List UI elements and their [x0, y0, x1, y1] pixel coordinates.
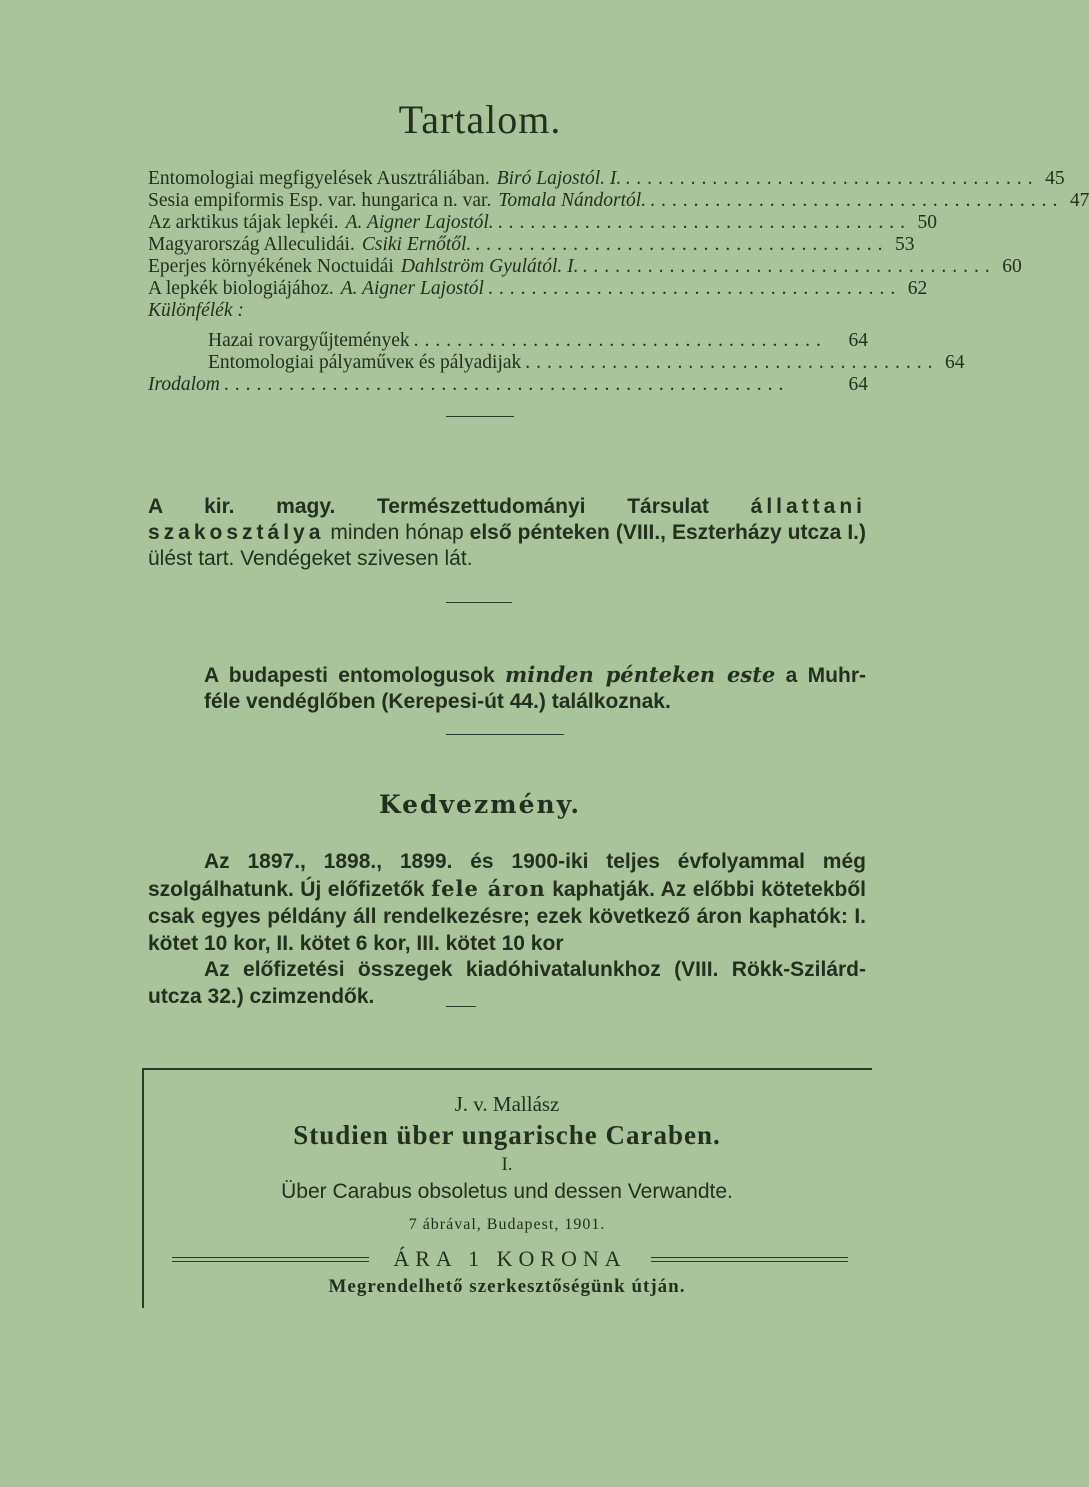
notice-section: állattani szakosztálya — [148, 495, 866, 544]
double-rule — [651, 1257, 848, 1262]
toc-entry-title: A lepkék biologiájához. — [148, 278, 334, 299]
meetup-place: a Muhr-féle vendéglőben (Kerepesi-út 44.) találkoznak. — [204, 664, 866, 713]
toc-entry-title: Entomologiai megfigyelések Ausztráliában. — [148, 168, 490, 189]
advert-subtitle: Über Carabus obsoletus und dessen Verwandte. — [281, 1180, 733, 1203]
toc-entry-title: Az arktikus tájak lepkéi. — [148, 212, 339, 233]
divider-rule — [446, 734, 564, 735]
toc-leader-dots: ...................................... — [650, 190, 1064, 211]
toc-entry-author: Csiki Ernőtől. — [361, 234, 472, 255]
toc-entry-page: 62 — [907, 278, 928, 299]
subscription-address: Az előfizetési összegek kiadóhivatalunkhoz (VIII. Rökk-Szilárd-utcza 32.) czimzendők. — [148, 958, 866, 1008]
notice-meeting-place: első pénteken (VIII., Eszterházy utcza I.) — [469, 521, 866, 544]
notice-society: A kir. magy. Természettudományi Társulat — [148, 495, 709, 518]
society-notice — [148, 494, 866, 572]
toc-leader-dots: ...................................... — [525, 352, 939, 373]
toc-entry — [148, 352, 965, 374]
toc-entry-title: Magyarország Alleculidái. — [148, 234, 355, 255]
meetup-when: minden pénteken este — [505, 662, 776, 687]
meetup-notice — [148, 662, 866, 715]
toc-entry-author: Dahlström Gyulától. I. — [400, 256, 579, 277]
toc-entry — [148, 256, 1022, 278]
toc-entry-title: Hazai rovargyűjtemények — [208, 330, 410, 351]
toc-section-title: Irodalom — [148, 374, 220, 395]
toc-leader-dots: ...................................... — [413, 330, 827, 351]
toc-section-title: Különfélék : — [148, 300, 244, 321]
toc-leader-dots: ...................................... — [625, 168, 1039, 189]
advert-info: 7 ábrával, Budapest, 1901. — [408, 1216, 606, 1233]
toc-leader-dots: ...................................... — [487, 278, 902, 299]
toc-entry — [148, 278, 928, 300]
toc-leader-dots: ...................................... — [582, 256, 996, 277]
toc-entry-title: Sesia empiformis Esp. var. hungarica n. var. — [148, 190, 492, 211]
discount-text — [148, 848, 866, 957]
toc-entry-author: A. Aigner Lajostól — [340, 278, 484, 299]
toc-entry-page: 60 — [1002, 256, 1022, 277]
advert-price-row — [172, 1246, 848, 1272]
toc-entry-page: 64 — [945, 352, 965, 373]
toc-entry-page: 47 — [1069, 190, 1089, 211]
subscription-text — [148, 956, 866, 1010]
toc-entry-author: Tomala Nándortól. — [498, 190, 647, 211]
advert-title: Studien über ungarische Caraben. — [293, 1120, 721, 1150]
table-of-contents — [148, 168, 1089, 396]
toc-entry — [148, 212, 937, 234]
toc-leader-dots: ...................................... — [497, 212, 911, 233]
toc-entry-title: Entomologiai pályaműveк és pályadijak — [208, 352, 522, 373]
toc-entry-author: A. Aigner Lajostól. — [345, 212, 494, 233]
toc-leader-dots: .................................................... — [223, 374, 790, 395]
toc-entry — [148, 374, 868, 396]
toc-entry — [148, 190, 1089, 212]
discount-price: fele áron — [431, 876, 546, 901]
notice-text: ülést tart. Vendégeket szivesen lát. — [148, 547, 473, 570]
divider-rule — [446, 1006, 476, 1007]
page-title: Tartalom. — [398, 97, 562, 142]
toc-section — [148, 300, 868, 322]
advert-part: I. — [501, 1154, 513, 1175]
discount-text-part: Az 1897., 1898., 1899. és 1900-iki teljes évfolyammal még szolgálhatunk. Új előfizetők — [148, 850, 866, 901]
discount-heading: Kedvezmény. — [378, 790, 582, 819]
toc-entry-page: 53 — [895, 234, 915, 255]
toc-entry — [148, 330, 868, 352]
notice-text: minden hónap — [330, 521, 464, 544]
toc-entry-page: 64 — [848, 330, 868, 351]
meetup-text: A budapesti entomologusok — [204, 664, 495, 687]
toc-leader-dots: ...................................... — [475, 234, 889, 255]
divider-rule — [446, 602, 512, 603]
discount-text-part: kaphatják. Az előbbi kötetekből csak egyes példány áll rendelkezésre; ezek következő áron kaphatók: I. kötet 10 kor, II. kötet 6 kor, III. kötet 10 kor — [148, 878, 867, 955]
toc-entry-author: Biró Lajostól. I. — [496, 168, 622, 189]
toc-entry — [148, 234, 915, 256]
advert-order: Megrendelhető szerkesztőségünk útján. — [328, 1276, 686, 1297]
divider-rule — [446, 416, 514, 417]
toc-entry — [148, 168, 1065, 190]
advert-author: J. v. Mallász — [454, 1092, 560, 1116]
double-rule — [172, 1257, 369, 1262]
toc-entry-page: 64 — [848, 374, 868, 395]
toc-entry-page: 45 — [1045, 168, 1065, 189]
advert-price: ÁRA 1 KORONA — [393, 1246, 627, 1271]
toc-entry-title: Eperjes környékének Noctuidái — [148, 256, 394, 277]
toc-entry-page: 50 — [917, 212, 937, 233]
